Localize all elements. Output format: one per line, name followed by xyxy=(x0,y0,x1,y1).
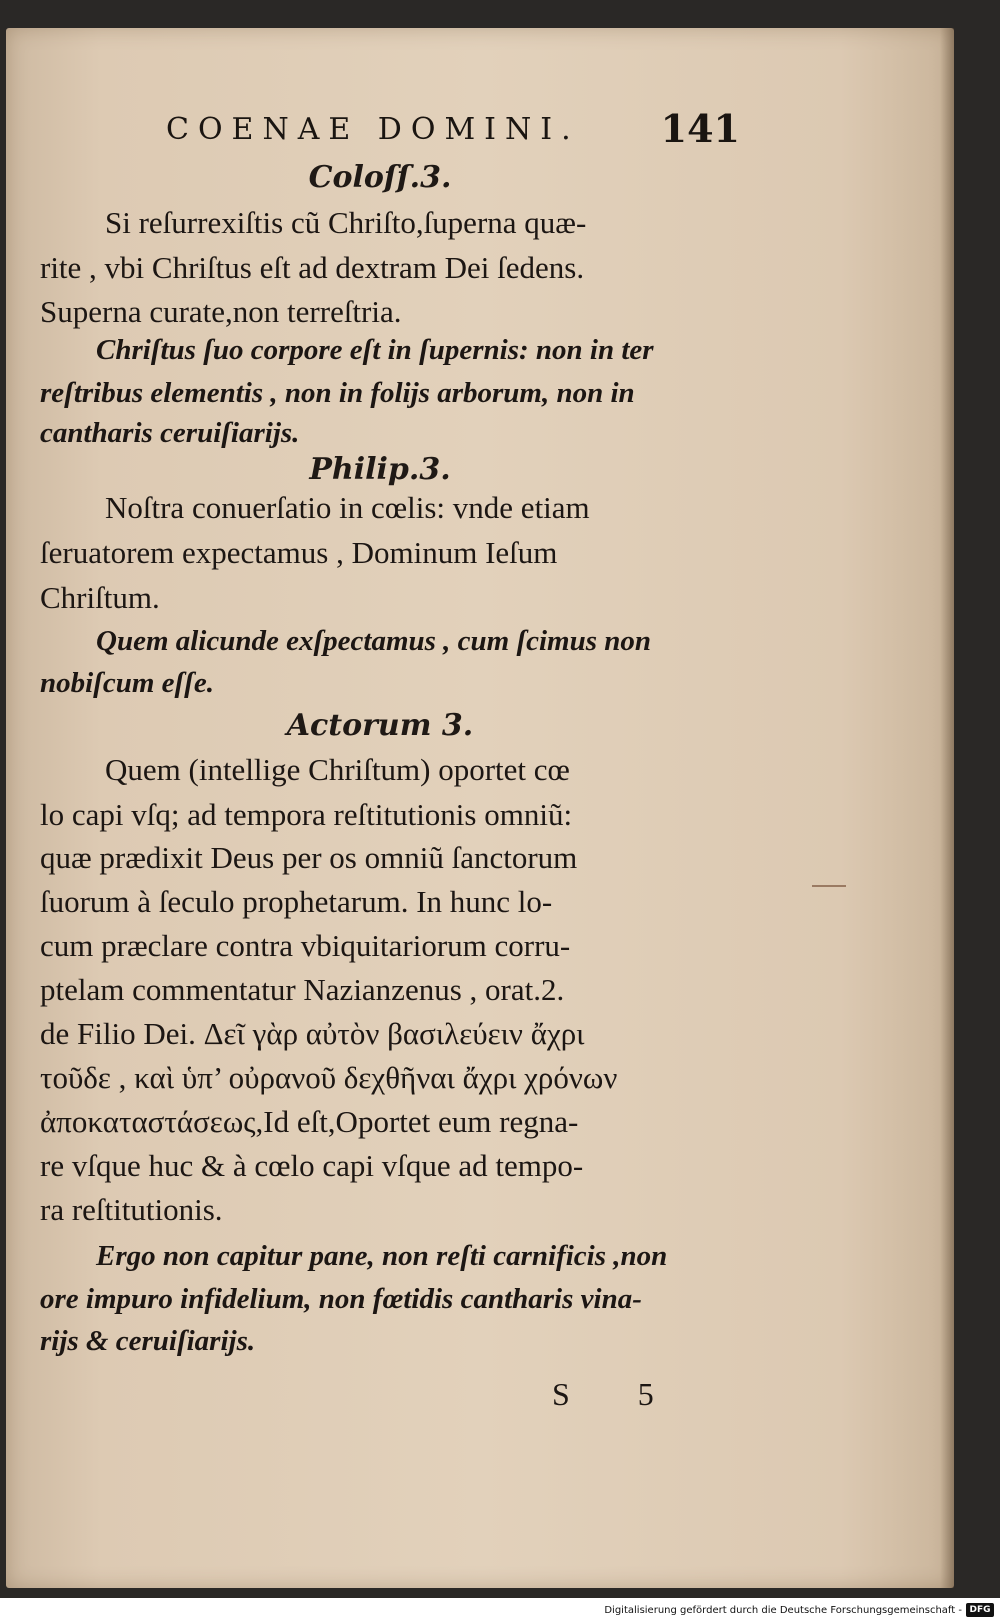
page-number: 141 xyxy=(660,106,740,151)
body-line: Si reſurrexiſtis cũ Chriſto,ſuperna quæ- xyxy=(105,205,587,240)
body-line: quæ prædixit Deus per os omniũ ſanctorum xyxy=(40,840,578,875)
body-line: τοῦδε , καὶ ὑπ’ οὐρανοῦ δεχθῆναι ἄχρι χρόνων xyxy=(40,1060,618,1095)
body-line: ſeruatorem expectamus , Dominum Ieſum xyxy=(40,535,558,570)
signature-mark: S 5 xyxy=(552,1376,684,1412)
body-line: re vſque huc & à cœlo capi vſque ad tempo- xyxy=(40,1148,584,1183)
body-line: ra reſtitutionis. xyxy=(40,1192,223,1227)
commentary-line: Chriſtus ſuo corpore eſt in ſupernis: non in ter xyxy=(96,334,654,366)
body-line: ptelam commentatur Nazianzenus , orat.2. xyxy=(40,972,565,1007)
body-line: lo capi vſq; ad tempora reſtitutionis omniũ: xyxy=(40,797,573,832)
dfg-logo: DFG xyxy=(966,1603,994,1617)
body-line: ἀποκαταστάσεως,Id eſt,Oportet eum regna- xyxy=(40,1104,579,1139)
body-line: rite , vbi Chriſtus eſt ad dextram Dei ſedens. xyxy=(40,250,585,285)
body-line: Superna curate,non terreſtria. xyxy=(40,294,402,329)
page-edge-shadow xyxy=(940,28,954,1588)
body-line: Quem (intellige Chriſtum) oportet cœ xyxy=(105,752,570,787)
commentary-line: reſtribus elementis , non in folijs arborum, non in xyxy=(40,377,635,409)
section-heading-philip: Philip.3. xyxy=(309,452,451,487)
section-heading-coloss: Coloſſ.3. xyxy=(308,160,452,195)
commentary-line: ore impuro infidelium, non fœtidis cantharis vina- xyxy=(40,1283,642,1315)
footer-credit: Digitalisierung gefördert durch die Deutsche Forschungsgemeinschaft - xyxy=(604,1605,962,1616)
commentary-line: Ergo non capitur pane, non reſti carnificis ,non xyxy=(96,1240,668,1272)
running-title: COENAE DOMINI. xyxy=(166,112,580,147)
commentary-line: nobiſcum eſſe. xyxy=(40,667,214,699)
page-header xyxy=(160,106,740,152)
body-line: Chriſtum. xyxy=(40,580,160,615)
section-heading-actorum: Actorum 3. xyxy=(286,708,474,743)
commentary-line: rijs & ceruiſiarijs. xyxy=(40,1325,256,1357)
commentary-line: cantharis ceruiſiarijs. xyxy=(40,417,300,449)
margin-ink-mark xyxy=(812,885,846,887)
commentary-line: Quem alicunde exſpectamus , cum ſcimus non xyxy=(96,625,652,657)
body-line: Noſtra conuerſatio in cœlis: vnde etiam xyxy=(105,490,590,525)
body-line: cum præclare contra vbiquitariorum corru- xyxy=(40,928,571,963)
body-line: ſuorum à ſeculo prophetarum. In hunc lo- xyxy=(40,884,553,919)
body-line: de Filio Dei. Δεῖ γὰρ αὐτὸν βασιλεύειν ἄχρι xyxy=(40,1016,585,1051)
